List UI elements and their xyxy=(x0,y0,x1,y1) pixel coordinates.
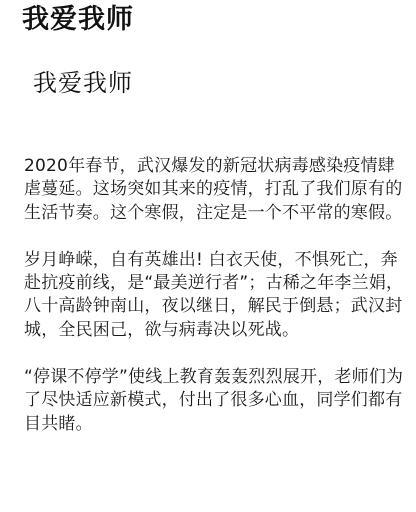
paragraph: 2020年春节，武汉爆发的新冠状病毒感染疫情肆虐蔓延。这场突如其来的疫情，打乱了我们原有的生活节奏。这个寒假，注定是一个不平常的寒假。 xyxy=(24,156,403,223)
article-body xyxy=(24,155,406,460)
paragraph: 岁月峥嵘，自有英雄出! 白衣天使，不惧死亡，奔赴抗疫前线，是“最美逆行者”；古稀之年李兰娟，八十高龄钟南山，夜以继日，解民于倒悬；武汉封城，全民困己，欲与病毒决以死战。 xyxy=(24,249,404,340)
article-title: 我爱我师 xyxy=(22,4,134,35)
paragraph: “停课不停学”使线上教育轰轰烈烈展开，老师们为了尽快适应新模式，付出了很多心血，同学们都有目共睹。 xyxy=(24,367,404,434)
article-subtitle: 我爱我师 xyxy=(33,69,133,97)
